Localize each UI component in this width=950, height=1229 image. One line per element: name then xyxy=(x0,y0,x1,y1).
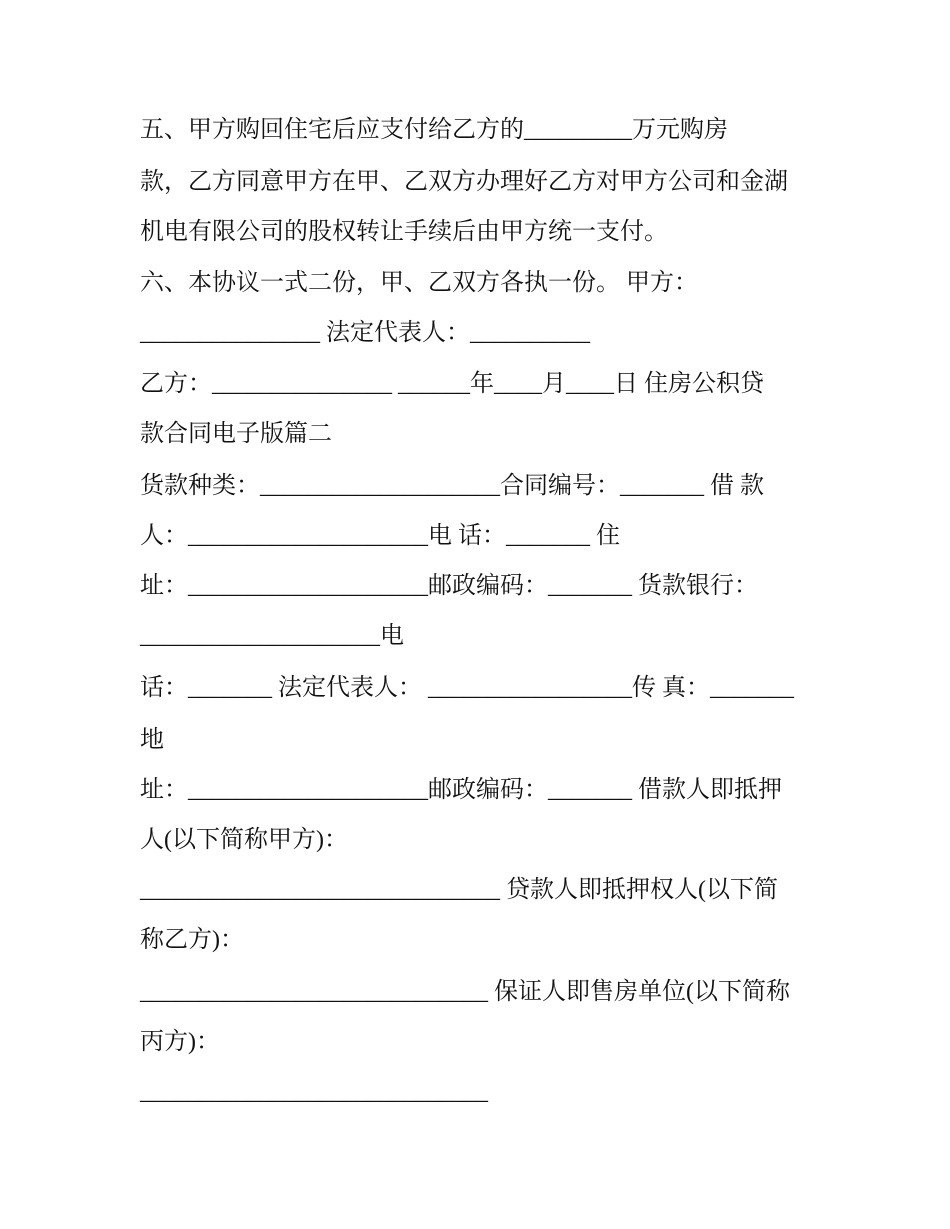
text-line: 址：____________________邮政编码：_______ 借款人即抵押 xyxy=(140,777,782,803)
text-line: 款合同电子版篇二 xyxy=(140,421,332,447)
text-line: 称乙方)： xyxy=(140,927,244,953)
text-line: 六、本协议一式二份，甲、乙双方各执一份。 甲方： xyxy=(140,270,698,296)
text-line: 地 xyxy=(140,727,164,753)
text-line: 机电有限公司的股权转让手续后由甲方统一支付。 xyxy=(140,219,668,245)
text-line: 款，乙方同意甲方在甲、乙双方办理好乙方对甲方公司和金湖 xyxy=(140,169,788,195)
text-line: 货款种类：____________________合同编号：_______ 借 款 xyxy=(140,473,764,499)
text-line: 人：____________________电 话：_______ 住 xyxy=(140,523,620,549)
text-line: 乙方：_______________ ______年____月____日 住房公积贷 xyxy=(140,371,764,397)
text-line: ______________________________ 贷款人即抵押权人(以下简 xyxy=(140,877,778,903)
text-line: _______________ 法定代表人：__________ xyxy=(140,320,590,346)
text-line: _____________________________ xyxy=(140,1079,488,1105)
text-line: 话：_______ 法定代表人： _________________传 真：_______ xyxy=(140,675,794,701)
text-line: 址：____________________邮政编码：_______ 货款银行： xyxy=(140,573,758,599)
text-line: 丙方)： xyxy=(140,1029,220,1055)
text-line: 五、甲方购回住宅后应支付给乙方的_________万元购房 xyxy=(140,117,728,143)
text-line: _____________________________ 保证人即售房单位(以下简称 xyxy=(140,979,790,1005)
text-line: 人(以下简称甲方)： xyxy=(140,827,348,853)
text-line: ____________________电 xyxy=(140,623,404,649)
